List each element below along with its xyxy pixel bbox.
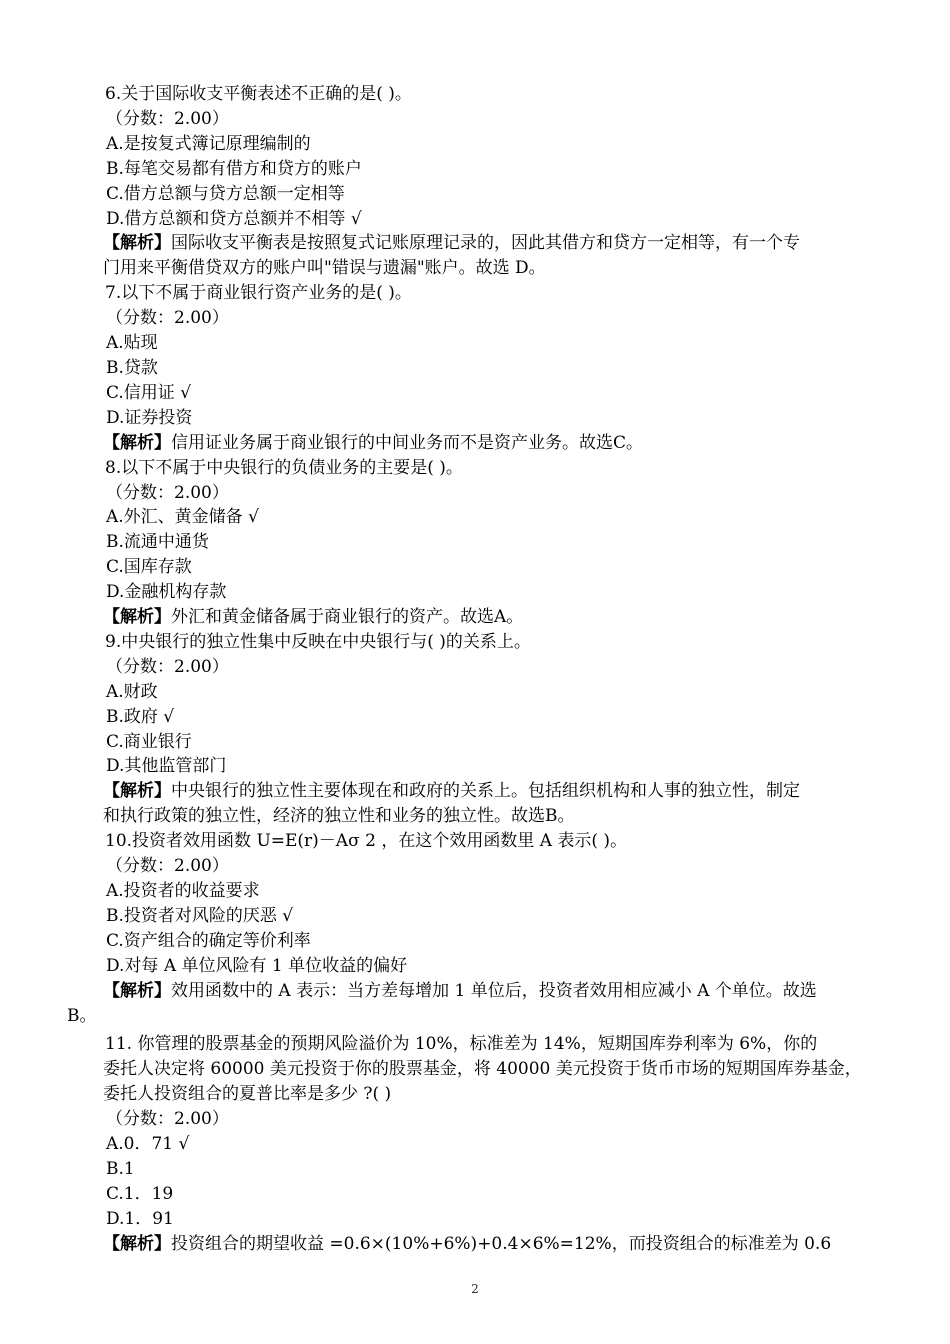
option-a: A.是按复式簿记原理编制的 (106, 133, 311, 154)
question-stem: 6.关于国际收支平衡表述不正确的是( )。 (105, 84, 412, 104)
explanation-tag: 【解析】 (103, 1233, 171, 1254)
explanation-tag: 【解析】 (103, 607, 171, 628)
explanation-text: 中央银行的独立性主要体现在和政府的关系上。包括组织机构和人事的独立性，制定 (171, 781, 800, 802)
question-stem: 9.中央银行的独立性集中反映在中央银行与( )的关系上。 (105, 631, 531, 652)
option-a: A.投资者的收益要求 (106, 881, 260, 901)
explanation (103, 231, 885, 256)
option-b: B.1 (106, 1158, 135, 1179)
option-a: A.财政 (106, 681, 158, 702)
question-score: （分数：2.00） (106, 656, 229, 677)
question-score: （分数：2.00） (106, 108, 229, 129)
question-score: （分数：2.00） (106, 308, 229, 329)
option-c: C.商业银行 (106, 731, 192, 752)
option-c: C.借方总额与贷方总额一定相等 (106, 183, 345, 204)
question-stem: 11. 你管理的股票基金的预期风险溢价为 10%，标准差为 14%，短期国库券利率为 6%，你的 (105, 1034, 818, 1055)
option-d: D.其他监管部门 (106, 756, 227, 777)
question-score: （分数：2.00） (106, 482, 229, 503)
option-d: D.金融机构存款 (106, 582, 227, 603)
option-a: A.0．71 √ (106, 1134, 190, 1155)
explanation-text: 外汇和黄金储备属于商业银行的资产。故选A。 (171, 607, 524, 628)
option-d: D.1．91 (106, 1208, 174, 1229)
question-stem: 10.投资者效用函数 U=E(r)－Aσ 2 ，在这个效用函数里 A 表示( )。 (105, 831, 628, 852)
option-c: C.1．19 (106, 1183, 174, 1204)
page-number: 2 (471, 1282, 479, 1296)
explanation (103, 431, 885, 456)
option-c: C.资产组合的确定等价利率 (106, 930, 311, 951)
explanation (103, 779, 885, 804)
option-b: B.投资者对风险的厌恶 √ (106, 905, 294, 926)
option-b: B.贷款 (106, 357, 158, 378)
explanation (103, 605, 885, 630)
question-list (67, 82, 885, 1257)
option-a: A.贴现 (106, 333, 158, 354)
option-d: D.对每 A 单位风险有 1 单位收益的偏好 (106, 955, 408, 976)
explanation-text: 效用函数中的 A 表示：当方差每增加 1 单位后，投资者效用相应减小 A 个单位。故选 (171, 980, 817, 1001)
option-a: A.外汇、黄金储备 √ (106, 507, 259, 528)
explanation-tag: 【解析】 (103, 432, 171, 453)
question-stem-continued: 委托人投资组合的夏普比率是多少 ?( ) (103, 1084, 392, 1105)
question-stem-continued: 委托人决定将 60000 美元投资于你的股票基金，将 40000 美元投资于货币市场的短期国库券基金， (103, 1059, 862, 1080)
explanation (103, 1232, 885, 1257)
explanation-text: 投资组合的期望收益 =0.6×(10%+6%)+0.4×6%=12%，而投资组合的标准差为 0.6 (171, 1233, 832, 1254)
explanation-continued: 和执行政策的独立性，经济的独立性和业务的独立性。故选B。 (103, 806, 575, 827)
option-b: B.每笔交易都有借方和贷方的账户 (106, 158, 362, 179)
explanation-text: 信用证业务属于商业银行的中间业务而不是资产业务。故选C。 (171, 432, 644, 453)
explanation-text: 国际收支平衡表是按照复式记账原理记录的，因此其借方和贷方一定相等，有一个专 (171, 233, 800, 254)
explanation-tag: 【解析】 (103, 781, 171, 802)
question-score: （分数：2.00） (106, 856, 229, 877)
explanation-continued: B。 (67, 1005, 97, 1026)
option-d: D.借方总额和贷方总额并不相等 √ (106, 208, 362, 229)
option-c: C.国库存款 (106, 557, 192, 578)
question-stem: 7.以下不属于商业银行资产业务的是( )。 (105, 283, 412, 304)
explanation-continued: 门用来平衡借贷双方的账户叫"错误与遗漏"账户。故选 D。 (103, 258, 546, 279)
explanation-tag: 【解析】 (103, 233, 171, 254)
option-d: D.证券投资 (106, 407, 193, 428)
explanation (103, 979, 885, 1004)
question-stem: 8.以下不属于中央银行的负债业务的主要是( )。 (105, 457, 463, 478)
option-c: C.信用证 √ (106, 382, 192, 403)
option-b: B.流通中通货 (106, 532, 209, 553)
explanation-tag: 【解析】 (103, 980, 171, 1001)
option-b: B.政府 √ (106, 706, 175, 727)
question-score: （分数：2.00） (106, 1109, 229, 1130)
